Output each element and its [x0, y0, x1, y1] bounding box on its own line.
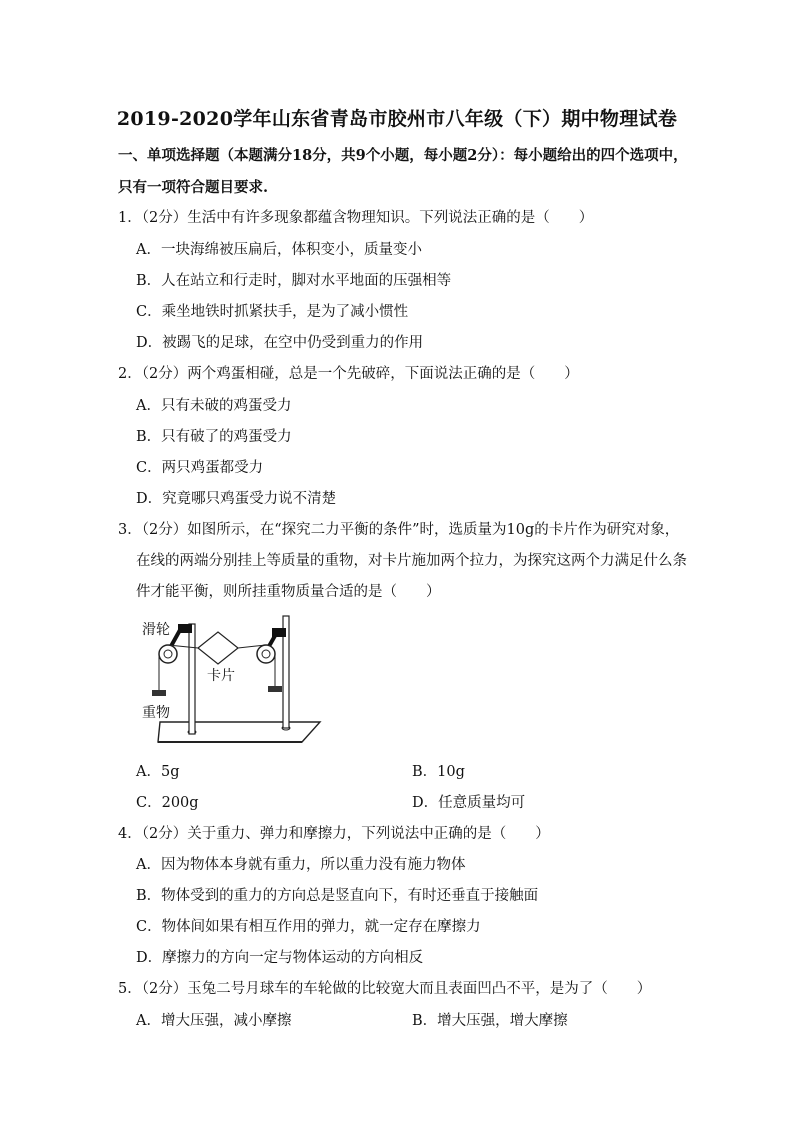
question-5-option-a: A．增大压强，减小摩擦	[136, 1013, 292, 1029]
section-heading-line1: 一、单项选择题（本题满分18分，共9个小题，每小题2分）：每小题给出的四个选项中，	[118, 147, 688, 164]
left-stand-pole	[189, 624, 195, 734]
page-title: 2019-2020学年山东省青岛市胶州市八年级（下）期中物理试卷	[116, 108, 678, 130]
question-3-option-a: A．5g	[136, 764, 180, 780]
question-3-option-d: D．任意质量均可	[412, 795, 526, 811]
question-1-option-c: C．乘坐地铁时抓紧扶手，是为了减小惯性	[136, 304, 409, 320]
question-4-option-d: D．摩擦力的方向一定与物体运动的方向相反	[136, 950, 424, 966]
question-2-option-c: C．两只鸡蛋都受力	[136, 460, 264, 476]
question-1-option-b: B．人在站立和行走时，脚对水平地面的压强相等	[136, 273, 452, 289]
card	[198, 632, 238, 664]
question-3-stem-line3: 件才能平衡，则所挂重物质量合适的是（ ）	[136, 584, 441, 600]
figure-label-pulley: 滑轮	[142, 622, 170, 638]
question-1-stem: 1．（2分）生活中有许多现象都蕴含物理知识。下列说法正确的是（ ）	[118, 210, 594, 226]
question-4-stem: 4．（2分）关于重力、弹力和摩擦力，下列说法中正确的是（ ）	[118, 826, 550, 842]
question-1-option-d: D．被踢飞的足球，在空中仍受到重力的作用	[136, 335, 424, 351]
figure-label-card: 卡片	[207, 668, 235, 684]
question-4-option-b: B．物体受到的重力的方向总是竖直向下，有时还垂直于接触面	[136, 888, 539, 904]
question-4-option-c: C．物体间如果有相互作用的弹力，就一定存在摩擦力	[136, 919, 481, 935]
question-2-option-d: D．究竟哪只鸡蛋受力说不清楚	[136, 491, 337, 507]
base-board	[158, 722, 320, 742]
question-3-stem-line1: 3．（2分）如图所示，在“探究二力平衡的条件”时，选质量为10g的卡片作为研究对象，	[118, 522, 680, 538]
section-heading-line2: 只有一项符合题目要求.	[118, 179, 269, 196]
question-3-option-b: B．10g	[412, 764, 465, 780]
right-weight	[268, 686, 282, 692]
question-5-option-b: B．增大压强，增大摩擦	[412, 1013, 568, 1029]
question-2-option-b: B．只有破了的鸡蛋受力	[136, 429, 292, 445]
question-5-stem: 5．（2分）玉兔二号月球车的车轮做的比较宽大而且表面凹凸不平，是为了（ ）	[118, 981, 652, 997]
question-2-option-a: A．只有未破的鸡蛋受力	[136, 398, 292, 414]
question-4-option-a: A．因为物体本身就有重力，所以重力没有施力物体	[136, 857, 466, 873]
question-1-option-a: A．一块海绵被压扁后，体积变小，质量变小	[136, 242, 422, 258]
left-weight	[152, 690, 166, 696]
question-3-stem-line2: 在线的两端分别挂上等质量的重物，对卡片施加两个拉力，为探究这两个力满足什么条	[136, 553, 687, 569]
question-2-stem: 2．（2分）两个鸡蛋相碰，总是一个先破碎，下面说法正确的是（ ）	[118, 366, 579, 382]
figure-label-weight: 重物	[142, 705, 170, 721]
question-3-option-c: C．200g	[136, 795, 199, 811]
